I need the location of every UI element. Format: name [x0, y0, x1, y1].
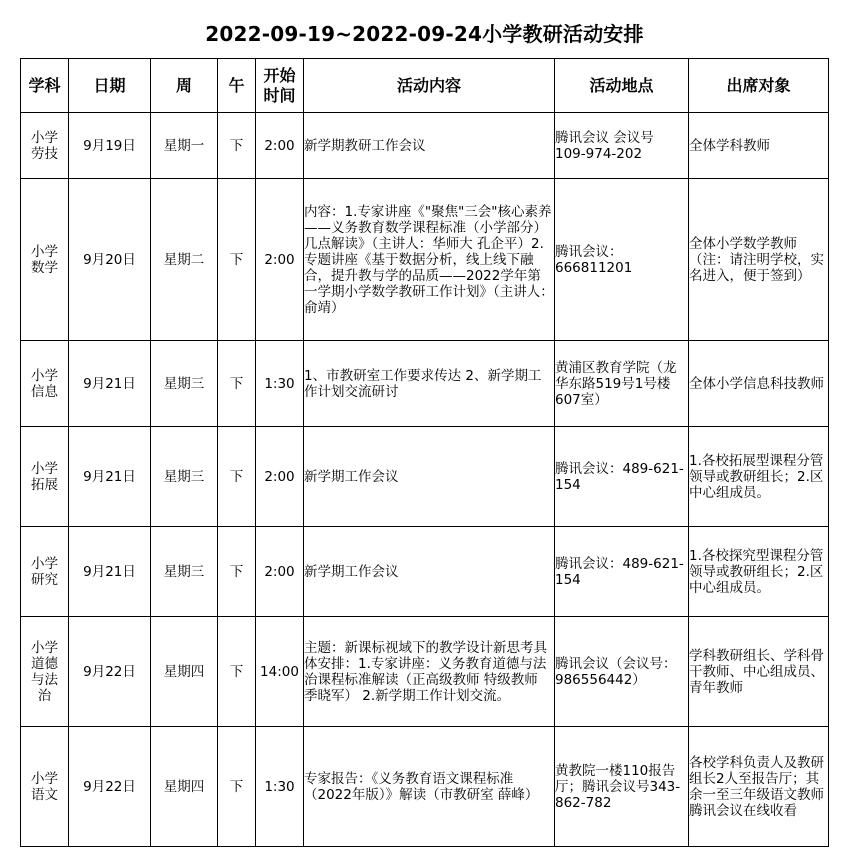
subject-text: 小学劳技	[31, 129, 58, 162]
weekday-cell: 星期三	[151, 341, 218, 427]
date-cell: 9月21日	[69, 427, 151, 527]
start-time-cell: 1:30	[256, 341, 304, 427]
start-time-cell: 14:00	[256, 617, 304, 727]
start-time-cell: 1:30	[256, 727, 304, 847]
location-cell: 腾讯会议（会议号：986556442）	[555, 617, 689, 727]
subject-cell	[21, 527, 69, 617]
table-row	[21, 527, 829, 617]
schedule-table	[20, 58, 829, 847]
subject-cell	[21, 113, 69, 179]
location-cell: 黄浦区教育学院（龙华东路519号1号楼607室）	[555, 341, 689, 427]
weekday-cell: 星期三	[151, 427, 218, 527]
page-title: 2022-09-19~2022-09-24小学教研活动安排	[205, 22, 644, 46]
table-row	[21, 617, 829, 727]
noon-cell: 下	[218, 727, 256, 847]
attendees-cell: 1.各校拓展型课程分管领导或教研组长；2.区中心组成员。	[689, 427, 829, 527]
weekday-cell: 星期三	[151, 527, 218, 617]
attendees-cell: 全体学科教师	[689, 113, 829, 179]
content-cell: 新学期工作会议	[304, 427, 555, 527]
location-cell: 腾讯会议 会议号 109-974-202	[555, 113, 689, 179]
weekday-cell: 星期四	[151, 727, 218, 847]
subject-cell	[21, 341, 69, 427]
start-time-cell: 2:00	[256, 427, 304, 527]
attendees-cell: 学科教研组长、学科骨干教师、中心组成员、青年教师	[689, 617, 829, 727]
subject-text: 小学道德与法治	[31, 639, 58, 704]
column-header-subject: 学科	[21, 59, 69, 113]
location-cell: 黄教院一楼110报告厅；腾讯会议号343-862-782	[555, 727, 689, 847]
subject-text: 小学信息	[31, 367, 58, 400]
weekday-cell: 星期一	[151, 113, 218, 179]
attendees-cell: 全体小学数学教师（注：请注明学校，实名进入，便于签到）	[689, 179, 829, 341]
attendees-cell: 1.各校探究型课程分管领导或教研组长；2.区中心组成员。	[689, 527, 829, 617]
date-cell: 9月20日	[69, 179, 151, 341]
noon-cell: 下	[218, 617, 256, 727]
date-cell: 9月22日	[69, 727, 151, 847]
date-cell: 9月21日	[69, 527, 151, 617]
content-cell: 新学期工作会议	[304, 527, 555, 617]
noon-cell: 下	[218, 427, 256, 527]
column-header-date: 日期	[69, 59, 151, 113]
attendees-cell: 全体小学信息科技教师	[689, 341, 829, 427]
subject-cell	[21, 727, 69, 847]
header-row	[21, 59, 829, 113]
table-row	[21, 179, 829, 341]
column-header-location: 活动地点	[555, 59, 689, 113]
date-cell: 9月22日	[69, 617, 151, 727]
start-time-cell: 2:00	[256, 179, 304, 341]
location-cell: 腾讯会议：489-621-154	[555, 427, 689, 527]
subject-text: 小学数学	[31, 243, 58, 276]
noon-cell: 下	[218, 341, 256, 427]
content-cell: 1、市教研室工作要求传达 2、新学期工作计划交流研讨	[304, 341, 555, 427]
date-cell: 9月19日	[69, 113, 151, 179]
column-header-noon: 午	[218, 59, 256, 113]
subject-cell	[21, 427, 69, 527]
content-cell: 专家报告：《义务教育语文课程标准（2022年版）》解读（市教研室 薛峰）	[304, 727, 555, 847]
noon-cell: 下	[218, 527, 256, 617]
table-row	[21, 427, 829, 527]
subject-text: 小学拓展	[31, 460, 58, 493]
attendees-cell: 各校学科负责人及教研组长2人至报告厅；其余一至三年级语文教师腾讯会议在线收看	[689, 727, 829, 847]
column-header-content: 活动内容	[304, 59, 555, 113]
content-cell: 新学期教研工作会议	[304, 113, 555, 179]
column-header-weekday: 周	[151, 59, 218, 113]
date-cell: 9月21日	[69, 341, 151, 427]
subject-text: 小学研究	[31, 555, 58, 588]
weekday-cell: 星期二	[151, 179, 218, 341]
start-time-cell: 2:00	[256, 113, 304, 179]
noon-cell: 下	[218, 113, 256, 179]
table-row	[21, 341, 829, 427]
column-header-start-time-label: 开始时间	[263, 65, 296, 105]
column-header-attendees: 出席对象	[689, 59, 829, 113]
weekday-cell: 星期四	[151, 617, 218, 727]
content-cell: 内容：1.专家讲座《"聚焦"三会"核心素养——义务教育数学课程标准（小学部分）几点解读》（主讲人：华师大 孔企平）2.专题讲座《基于数据分析，线上线下融合，提升教与学的品质——2022学年第一学期小学数学教研工作计划》（主讲人：俞靖）	[304, 179, 555, 341]
content-cell: 主题：新课标视域下的教学设计新思考具体安排：1.专家讲座：义务教育道德与法治课程标准解读（正高级教师 特级教师 季晓军） 2.新学期工作计划交流。	[304, 617, 555, 727]
noon-cell: 下	[218, 179, 256, 341]
subject-cell	[21, 617, 69, 727]
column-header-start-time	[256, 59, 304, 113]
start-time-cell: 2:00	[256, 527, 304, 617]
subject-cell	[21, 179, 69, 341]
location-cell: 腾讯会议：666811201	[555, 179, 689, 341]
table-row	[21, 113, 829, 179]
table-row	[21, 727, 829, 847]
location-cell: 腾讯会议：489-621-154	[555, 527, 689, 617]
subject-text: 小学语文	[31, 770, 58, 803]
